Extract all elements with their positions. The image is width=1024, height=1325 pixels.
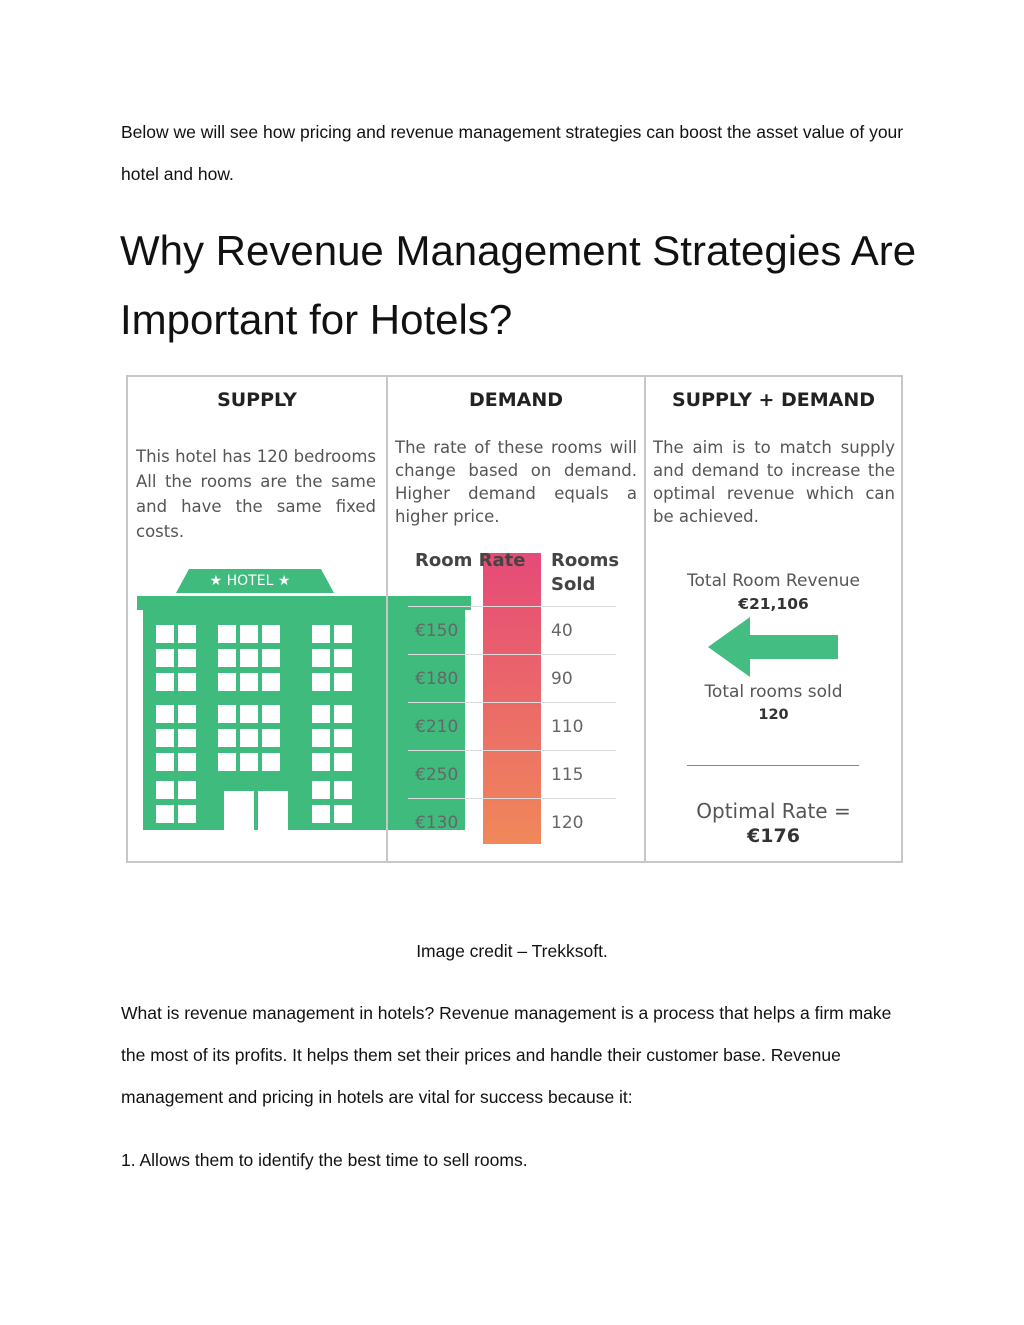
hotel-sign-label: ★ HOTEL ★ xyxy=(209,573,291,589)
total-sold-label: Total rooms sold xyxy=(704,682,843,702)
rate-row xyxy=(408,606,616,654)
room-rate-cell: €250 xyxy=(415,765,459,785)
rate-row xyxy=(408,798,616,846)
left-arrow-icon xyxy=(708,617,838,677)
list-item: 1. Allows them to identify the best time to sell rooms. xyxy=(121,1150,528,1170)
rooms-sold-header: Rooms Sold xyxy=(551,550,620,595)
revenue-infographic xyxy=(126,375,903,863)
total-sold-value: 120 xyxy=(758,707,789,723)
image-caption: Image credit – Trekksoft. xyxy=(416,941,608,961)
rate-row xyxy=(408,654,616,702)
supply-column xyxy=(128,377,386,861)
rooms-sold-cell: 90 xyxy=(551,669,573,689)
supply-demand-column xyxy=(644,377,901,861)
body-paragraph: What is revenue management in hotels? Revenue management is a process that helps a firm make the most of its profits. It helps them set their prices and handle their customer base. Revenue management and pricing in hotels are vital for success because it: xyxy=(121,1003,892,1107)
supply-demand-text: The aim is to match supply and demand to increase the optimal revenue which can be achieved. xyxy=(653,438,895,526)
rooms-sold-cell: 115 xyxy=(551,765,584,785)
supply-demand-title: SUPPLY + DEMAND xyxy=(671,389,876,411)
demand-title: DEMAND xyxy=(468,389,564,411)
total-revenue-label: Total Room Revenue xyxy=(687,571,860,591)
rate-row xyxy=(408,750,616,798)
demand-column xyxy=(386,377,644,861)
supply-text: This hotel has 120 bedrooms All the rooms are the same and have the same fixed costs. xyxy=(136,447,376,541)
total-revenue-value: €21,106 xyxy=(738,595,809,613)
rooms-sold-cell: 40 xyxy=(551,621,573,641)
optimal-rate-label: Optimal Rate = xyxy=(696,799,851,823)
rooms-sold-cell: 120 xyxy=(551,813,584,833)
room-rate-cell: €180 xyxy=(415,669,459,689)
room-rate-cell: €210 xyxy=(415,717,459,737)
room-rate-header: Room Rate xyxy=(415,550,526,571)
supply-title: SUPPLY xyxy=(217,389,297,411)
intro-paragraph: Below we will see how pricing and revenue management strategies can boost the asset value of your hotel and how. xyxy=(121,122,904,184)
page-heading: Why Revenue Management Strategies Are Important for Hotels? xyxy=(120,227,917,343)
rate-row xyxy=(408,702,616,750)
room-rate-cell: €150 xyxy=(415,621,459,641)
optimal-rate-value: €176 xyxy=(747,825,800,847)
room-rate-cell: €130 xyxy=(415,813,459,833)
divider-line xyxy=(687,765,859,766)
rooms-sold-cell: 110 xyxy=(551,717,584,737)
demand-text: The rate of these rooms will change based on demand. Higher demand equals a higher price. xyxy=(395,438,637,526)
